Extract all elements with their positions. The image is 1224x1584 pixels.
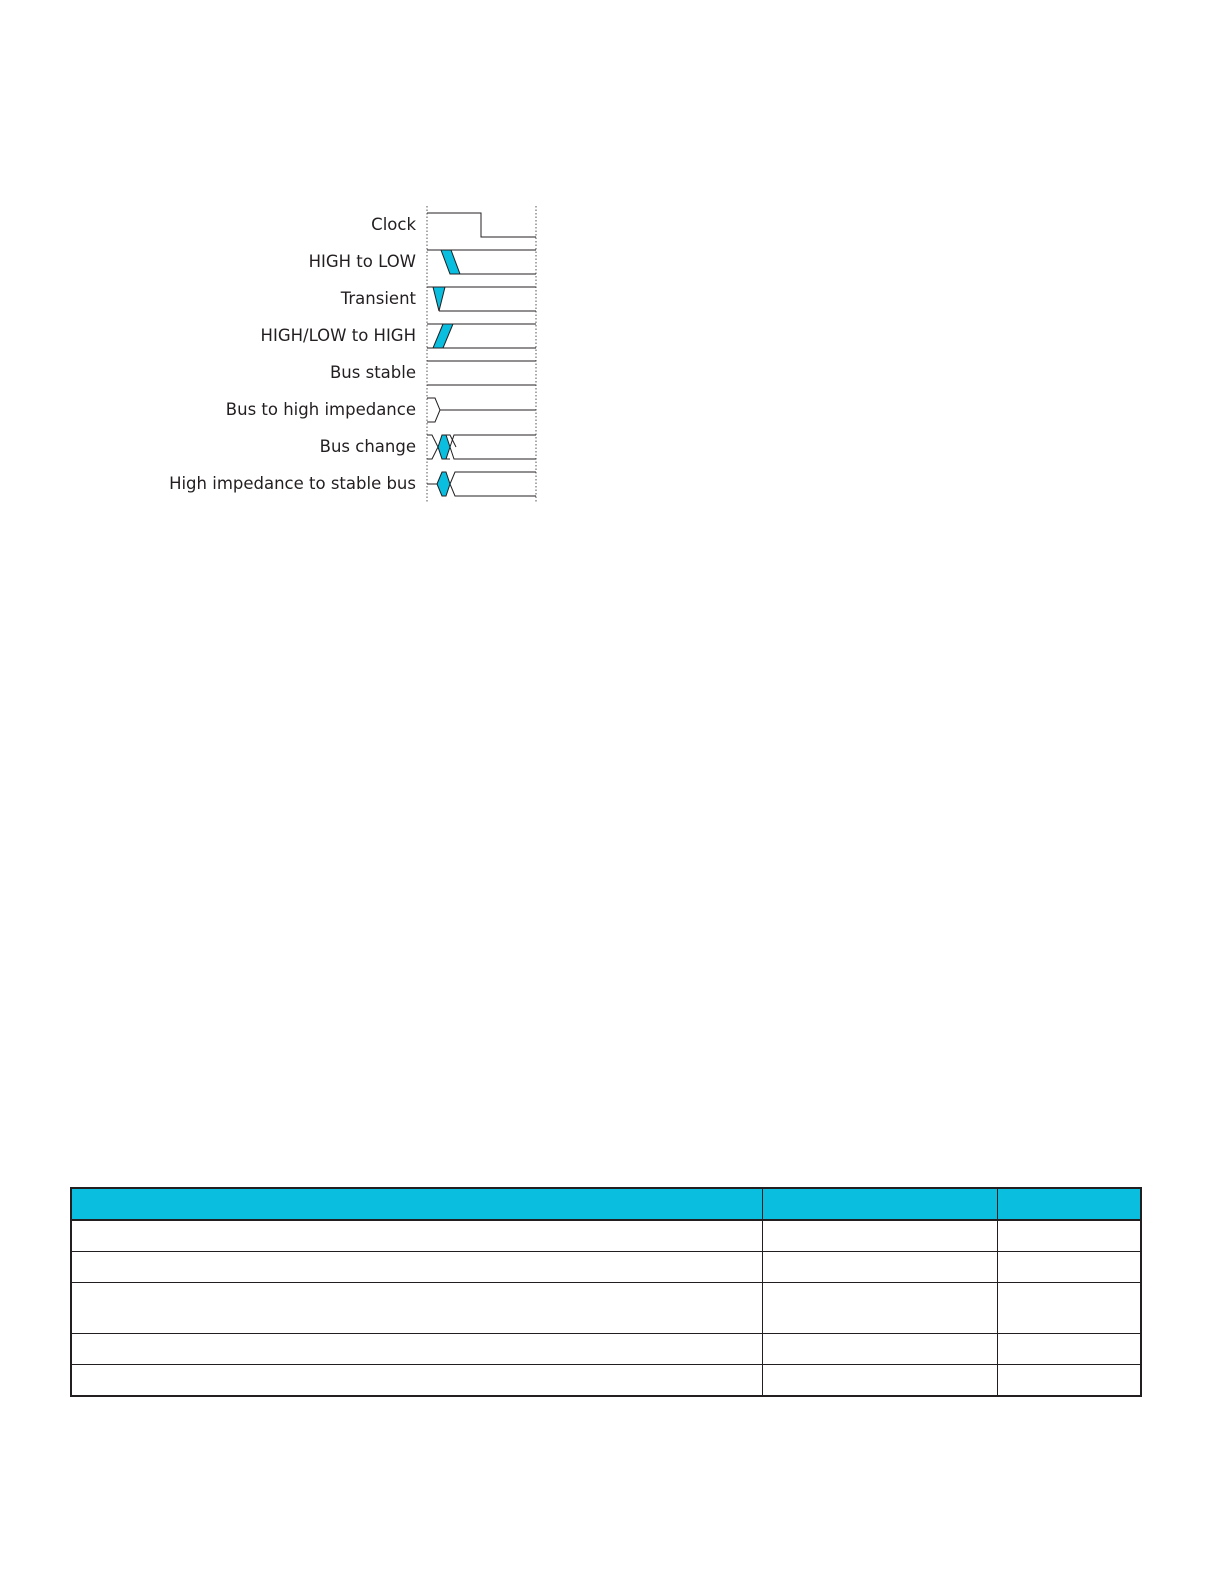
legend-label: HIGH to LOW: [308, 252, 416, 271]
high-to-low-symbol-edge: [441, 250, 460, 274]
legend-label: High impedance to stable bus: [169, 474, 416, 493]
table-cell: [71, 1334, 763, 1365]
high-impedance-to-stable-bus-symbol-cross: [437, 472, 450, 496]
legend-label: Clock: [371, 215, 416, 234]
header-cell: [763, 1188, 998, 1220]
table-row: [71, 1252, 1141, 1283]
table-row: [71, 1334, 1141, 1365]
table-cell: [763, 1334, 998, 1365]
legend-label: Bus to high impedance: [225, 400, 416, 419]
table-cell: [71, 1252, 763, 1283]
legend-label: Bus change: [319, 437, 416, 456]
table-cell: [997, 1365, 1141, 1397]
table-cell: [763, 1252, 998, 1283]
table-cell: [763, 1220, 998, 1252]
high-low-to-high-symbol-edge: [433, 324, 453, 348]
legend-label: Bus stable: [329, 363, 416, 382]
table-row: [71, 1365, 1141, 1397]
table-row: [71, 1283, 1141, 1334]
bus-to-high-impedance-symbol: [427, 398, 536, 422]
table-cell: [71, 1283, 763, 1334]
table-cell: [997, 1283, 1141, 1334]
table-cell: [997, 1252, 1141, 1283]
transient-symbol-spike: [433, 287, 445, 311]
clock-symbol: [427, 213, 536, 237]
timing-symbols: [0, 0, 1224, 560]
legend-label: Transient: [340, 289, 416, 308]
table-cell: [997, 1220, 1141, 1252]
bus-stable-symbol: [427, 361, 536, 385]
table-cell: [71, 1220, 763, 1252]
timing-legend: [0, 0, 1224, 560]
table-row: [71, 1220, 1141, 1252]
table-cell: [763, 1283, 998, 1334]
legend-label: HIGH/LOW to HIGH: [260, 326, 416, 345]
bus-change-symbol-cross: [438, 435, 450, 459]
table-cell: [71, 1365, 763, 1397]
header-cell: [71, 1188, 763, 1220]
table-cell: [763, 1365, 998, 1397]
header-cell: [997, 1188, 1141, 1220]
table-cell: [997, 1334, 1141, 1365]
spec-table: [70, 1187, 1142, 1397]
spec-table-header: [71, 1188, 1141, 1220]
